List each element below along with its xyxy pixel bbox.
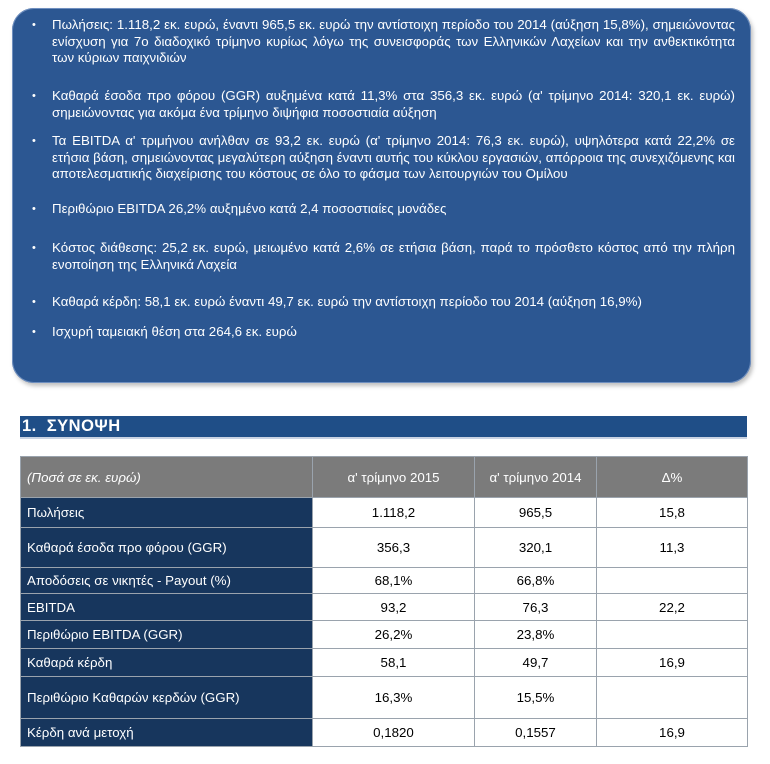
section-number: 1.	[22, 417, 37, 435]
divider	[20, 437, 747, 439]
table-row	[21, 568, 748, 594]
value-delta: 16,9	[597, 649, 748, 677]
bullet-icon: •	[32, 203, 36, 215]
row-label: Περιθώριο Καθαρών κερδών (GGR)	[21, 677, 313, 719]
value-delta	[597, 621, 748, 649]
value-delta: 22,2	[597, 594, 748, 621]
row-label: Καθαρά έσοδα προ φόρου (GGR)	[21, 528, 313, 568]
bullet-icon: •	[32, 326, 36, 338]
table-row	[21, 719, 748, 747]
section-title	[20, 416, 747, 437]
value-2014: 49,7	[475, 649, 597, 677]
section-title-text: ΣΥΝΟΨΗ	[46, 417, 121, 435]
row-label: Καθαρά κέρδη	[21, 649, 313, 677]
value-delta: 16,9	[597, 719, 748, 747]
value-2014: 965,5	[475, 498, 597, 528]
value-2015: 26,2%	[313, 621, 475, 649]
table-header-row	[21, 457, 748, 498]
highlight-item: • Περιθώριο EBITDA 26,2% αυξημένο κατά 2,4 ποσοστιαίες μονάδες	[32, 201, 447, 216]
table-row	[21, 528, 748, 568]
highlight-item: • Τα EBITDA α' τριμήνου ανήλθαν σε 93,2 εκ. ευρώ (α' τρίμηνο 2014: 76,3 εκ. ευρώ), υψηλότερα κατά 22,2% σε ετήσια βάση, σημειώνοντας μεγαλύτερη αύξηση έναντι αυτής του κύκλου εργασιών, απόρροια της συνεχιζόμενης και αποτελεσματικής διαχείρισης του κόστους σε όλο το φάσμα των λειτουργιών του Ομίλου	[32, 133, 735, 181]
value-2014: 0,1557	[475, 719, 597, 747]
value-2014: 320,1	[475, 528, 597, 568]
bullet-icon: •	[32, 242, 36, 254]
value-2015: 58,1	[313, 649, 475, 677]
value-2015: 16,3%	[313, 677, 475, 719]
value-2014: 23,8%	[475, 621, 597, 649]
row-label: Κέρδη ανά μετοχή	[21, 719, 313, 747]
bullet-icon: •	[32, 135, 36, 147]
value-2014: 66,8%	[475, 568, 597, 594]
table-row	[21, 594, 748, 621]
column-header: Δ%	[597, 457, 748, 498]
value-2015: 1.118,2	[313, 498, 475, 528]
row-label: Περιθώριο EBITDA (GGR)	[21, 621, 313, 649]
highlight-item: • Κόστος διάθεσης: 25,2 εκ. ευρώ, μειωμένο κατά 2,6% σε ετήσια βάση, παρά το πρόσθετο κόστος από την πλήρη ενοποίηση της Ελληνικά Λαχεία	[32, 240, 735, 272]
highlight-item: • Καθαρά κέρδη: 58,1 εκ. ευρώ έναντι 49,7 εκ. ευρώ την αντίστοιχη περίοδο του 2014 (αύξηση 16,9%)	[32, 294, 642, 309]
table-row	[21, 649, 748, 677]
row-label: Πωλήσεις	[21, 498, 313, 528]
highlight-item: • Καθαρά έσοδα προ φόρου (GGR) αυξημένα κατά 11,3% στα 356,3 εκ. ευρώ (α' τρίμηνο 2014: 320,1 εκ. ευρώ) σημειώνοντας για ακόμα ένα τρίμηνο διψήφια ποσοστιαία αύξηση	[32, 88, 735, 120]
value-2015: 93,2	[313, 594, 475, 621]
value-delta: 11,3	[597, 528, 748, 568]
value-delta	[597, 677, 748, 719]
value-delta	[597, 568, 748, 594]
row-label: Αποδόσεις σε νικητές - Payout (%)	[21, 568, 313, 594]
highlights-box	[12, 8, 751, 383]
value-2014: 76,3	[475, 594, 597, 621]
column-header: (Ποσά σε εκ. ευρώ)	[21, 457, 313, 498]
table-row	[21, 677, 748, 719]
value-2015: 68,1%	[313, 568, 475, 594]
table-row	[21, 621, 748, 649]
highlight-item: • Πωλήσεις: 1.118,2 εκ. ευρώ, έναντι 965,5 εκ. ευρώ την αντίστοιχη περίοδο του 2014 (αύξηση 15,8%), σημειώνοντας ενίσχυση για 7ο διαδοχικό τρίμηνο κυρίως λόγω της συνεισφοράς των Ελληνικών Λαχείων και την ανθεκτικότητα των κύριων παιχνιδιών	[32, 17, 735, 65]
bullet-icon: •	[32, 296, 36, 308]
table-row	[21, 498, 748, 528]
bullet-icon: •	[32, 90, 36, 102]
bullet-icon: •	[32, 19, 36, 31]
highlight-item: • Ισχυρή ταμειακή θέση στα 264,6 εκ. ευρώ	[32, 324, 297, 339]
row-label: EBITDA	[21, 594, 313, 621]
value-delta: 15,8	[597, 498, 748, 528]
summary-table	[20, 456, 748, 747]
column-header: α' τρίμηνο 2015	[313, 457, 475, 498]
column-header: α' τρίμηνο 2014	[475, 457, 597, 498]
value-2015: 356,3	[313, 528, 475, 568]
value-2014: 15,5%	[475, 677, 597, 719]
value-2015: 0,1820	[313, 719, 475, 747]
